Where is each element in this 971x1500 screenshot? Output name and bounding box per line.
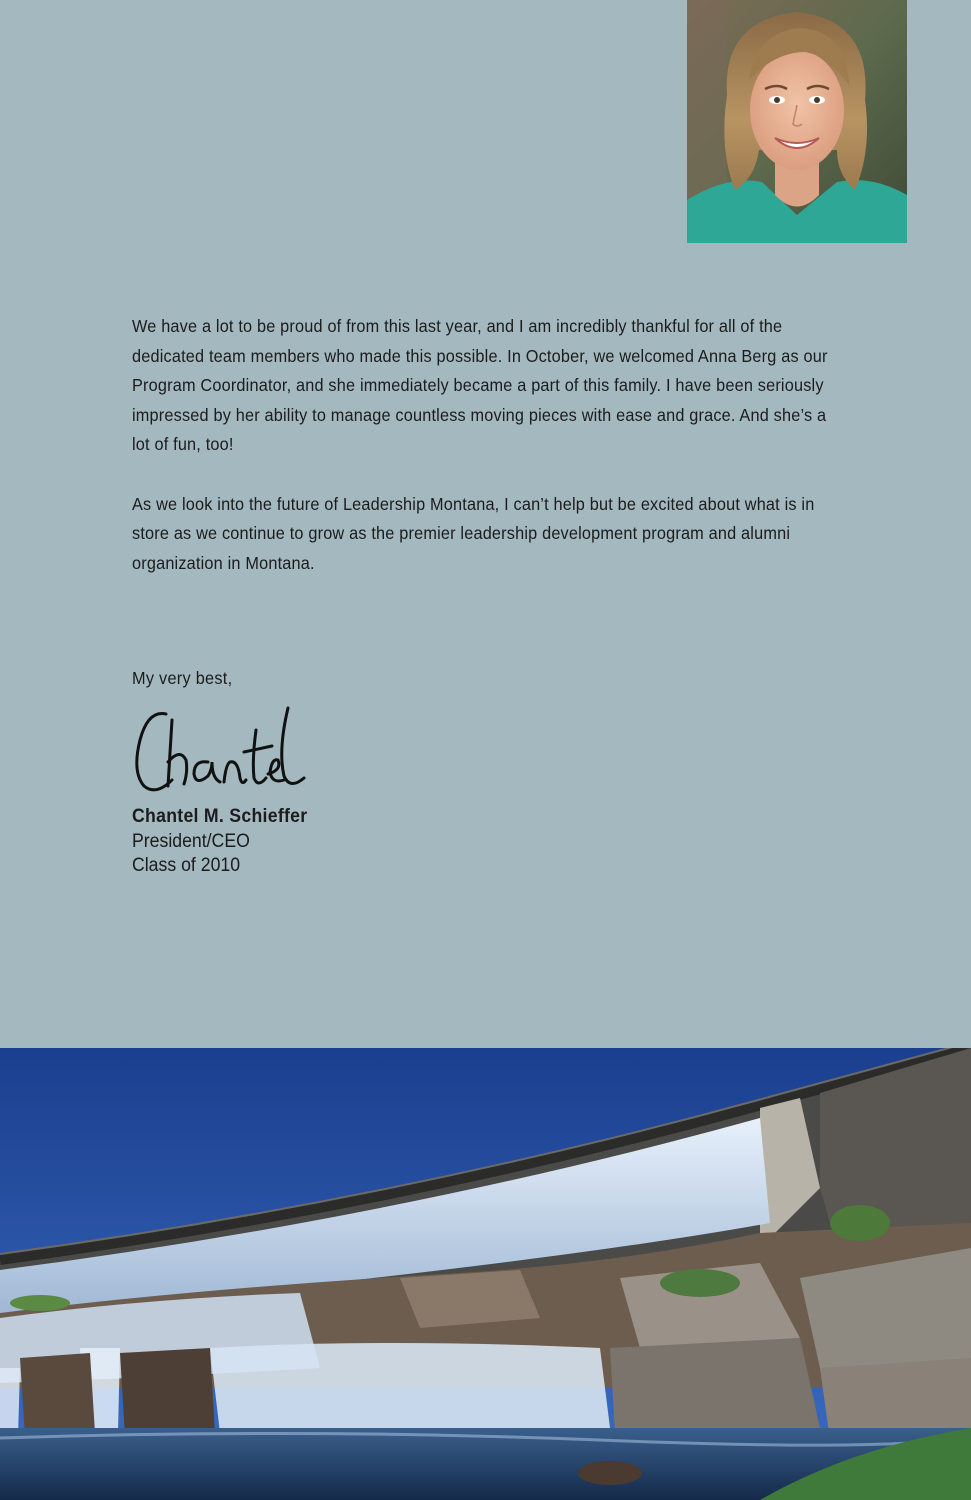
letter-paragraph-2: As we look into the future of Leadership Montana, I can’t help but be excited about what is in store as we continue to grow as the premier leadership development program and alumni organization in Montana. bbox=[132, 493, 815, 573]
dam-waterfall-photo bbox=[0, 1048, 971, 1500]
signer-block bbox=[132, 805, 307, 879]
signature-image bbox=[128, 700, 313, 800]
letter-paragraph-1: We have a lot to be proud of from this last year, and I am incredibly thankful for all of the dedicated team members who made this possible. In October, we welcomed Anna Berg as our Program Coordinator, and she immediately became a part of this family. I have been seriously impressed by her ability to manage countless moving pieces with ease and grace. And she’s a lot of fun, too! bbox=[132, 316, 828, 454]
portrait-photo bbox=[687, 0, 907, 243]
letter-closing: My very best, bbox=[132, 668, 233, 688]
signer-class: Class of 2010 bbox=[132, 855, 241, 876]
signer-name: Chantel M. Schieffer bbox=[132, 806, 308, 827]
signer-title: President/CEO bbox=[132, 830, 250, 852]
letter-body bbox=[132, 312, 832, 608]
